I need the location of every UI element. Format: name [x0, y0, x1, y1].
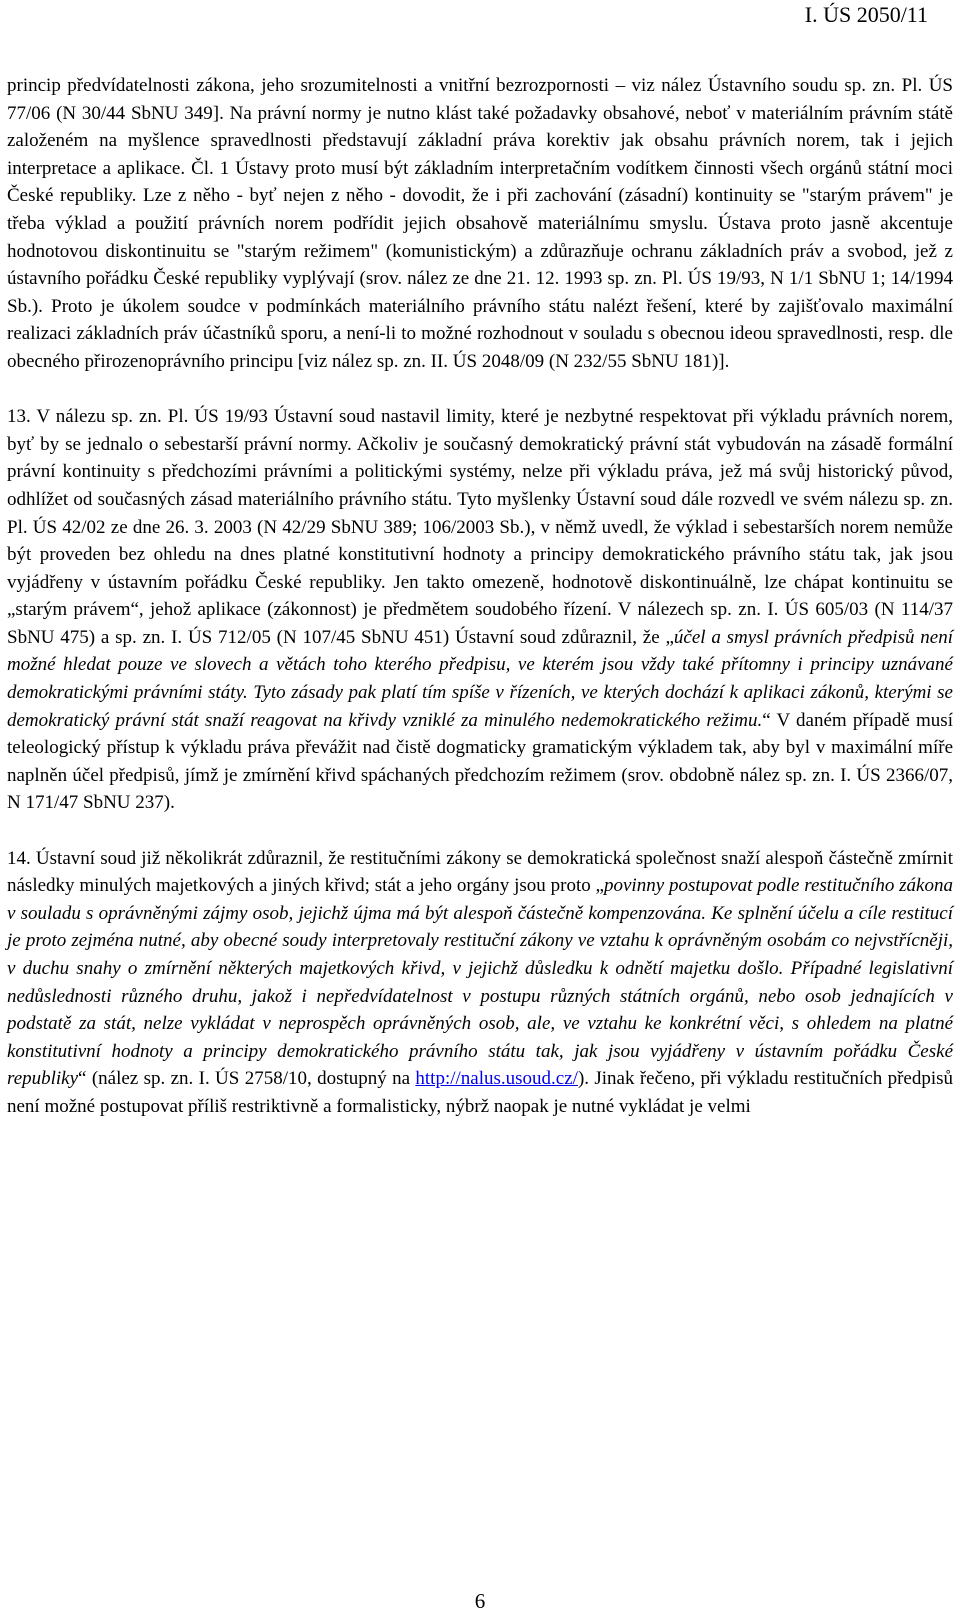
nalus-link[interactable]: http://nalus.usoud.cz/	[415, 1068, 578, 1090]
document-body	[7, 72, 953, 1121]
italic-quotation: účel a smysl právních předpisů není možné hledat pouze ve slovech a větách toho kterého předpisu, ve kterém jsou vždy také přítomny i principy uznávané demokratickými právními státy. Tyto zásady pak platí tím spíše v řízeních, ve kterých dochází k aplikaci zákonů, kterými se demokratický právní stát snaží reagovat na křivdy vzniklé za minulého nedemokratického režimu.	[7, 626, 953, 731]
paragraph-14	[7, 845, 953, 1121]
page-number: 6	[474, 1589, 486, 1613]
italic-quotation: povinny postupovat podle restitučního zákona v souladu s oprávněnými zájmy osob, jejichž újma má být alespoň částečně kompenzována. Ke splnění účelu a cíle restitucí je proto zejména nutné, aby obecné soudy interpretovaly restituční zákony ve vztahu k oprávněným osobám co nejvstřícněji, v duchu snahy o zmírnění některých majetkových křivd, v jejichž důsledku k odnětí majetku došlo. Případné legislativní nedůslednosti různého druhu, jakož i nepředvídatelnost v postupu různých státních orgánů, nebo osob jednajících v podstatě za stát, nelze vykládat v neprospěch oprávněných osob, ale, ve vztahu ke konkrétní věci, s ohledem na platné konstitutivní hodnoty a principy demokratického právního státu tak, jak jsou vyjádřeny v ústavním pořádku České republiky	[7, 875, 953, 1090]
paragraph-text: ). Jinak řečeno, při výkladu restitučních předpisů není možné postupovat příliš restriktivně a formalisticky, nýbrž naopak je nutné vykládat je velmi	[7, 1068, 953, 1117]
paragraph-text: “ V daném případě musí teleologický přístup k výkladu práva převážit nad čistě dogmaticky gramatickým výkladem tak, aby byl v maximální míře naplněn účel předpisů, jímž je zmírnění křivd spáchaných předchozím režimem (srov. obdobně nález sp. zn. I. ÚS 2366/07, N 171/47 SbNU 237).	[7, 709, 953, 814]
case-number-header: I. ÚS 2050/11	[804, 2, 928, 27]
paragraph-text: 14. Ústavní soud již několikrát zdůraznil, že restitučními zákony se demokratická společnost snaží alespoň částečně zmírnit následky minulých majetkových a jiných křivd; stát a jeho orgány jsou proto „	[7, 847, 953, 897]
paragraph-text: princip předvídatelnosti zákona, jeho srozumitelnosti a vnitřní bezrozpornosti – viz nález Ústavního soudu sp. zn. Pl. ÚS 77/06 (N 30/44 SbNU 349]. Na právní normy je nutno klást také požadavky obsahové, neboť v materiálním právním státě založeném na myšlence spravedlnosti představují základní práva korektiv jak obsahu právních norem, tak i jejich interpretace a aplikace. Čl. 1 Ústavy proto musí být základním interpretačním vodítkem činnosti všech orgánů státní moci České republiky. Lze z něho - byť nejen z něho - dovodit, že i při zachování (zásadní) kontinuity se "starým právem" je třeba výklad a použití právních norem podřídit jejich obsahově materiálnímu smyslu. Ústava proto jasně akcentuje hodnotovou diskontinuitu se "starým režimem" (komunistickým) a zdůrazňuje ochranu základních práv a svobod, jež z ústavního pořádku České republiky vyplývají (srov. nález ze dne 21. 12. 1993 sp. zn. Pl. ÚS 19/93, N 1/1 SbNU 1; 14/1994 Sb.). Proto je úkolem soudce v podmínkách materiálního právního státu nalézt řešení, které by zajišťovalo maximální realizaci základních práv účastníků sporu, a není-li to možné rozhodnout v souladu s obecnou ideou spravedlnosti, resp. dle obecného přirozenoprávního principu [viz nález sp. zn. II. ÚS 2048/09 (N 232/55 SbNU 181)].	[7, 75, 953, 372]
paragraph-12-continuation	[7, 72, 953, 376]
paragraph-text: 13. V nálezu sp. zn. Pl. ÚS 19/93 Ústavní soud nastavil limity, které je nezbytné respektovat při výkladu právních norem, byť by se jednalo o sebestarší právní normy. Ačkoliv je současný demokratický právní stát vybudován na zásadě formální právní kontinuity s předchozími právními a politickými systémy, nelze při výkladu práva, jež má svůj historický původ, odhlížet od současných zásad materiálního právního státu. Tyto myšlenky Ústavní soud dále rozvedl ve svém nálezu sp. zn. Pl. ÚS 42/02 ze dne 26. 3. 2003 (N 42/29 SbNU 389; 106/2003 Sb.), v němž uvedl, že výklad i sebestarších norem nemůže být proveden bez ohledu na dnes platné konstitutivní hodnoty a principy demokratického právního státu tak, jak jsou vyjádřeny v ústavním pořádku České republiky. Jen takto omezeně, hodnotově diskontinuálně, lze chápat kontinuitu se „starým právem“, jehož aplikace (zákonnost) je předmětem soudobého řízení. V nálezech sp. zn. I. ÚS 605/03 (N 114/37 SbNU 475) a sp. zn. I. ÚS 712/05 (N 107/45 SbNU 451) Ústavní soud zdůraznil, že „	[7, 406, 953, 648]
paragraph-text: “ (nález sp. zn. I. ÚS 2758/10, dostupný na	[78, 1068, 416, 1090]
paragraph-13	[7, 403, 953, 817]
